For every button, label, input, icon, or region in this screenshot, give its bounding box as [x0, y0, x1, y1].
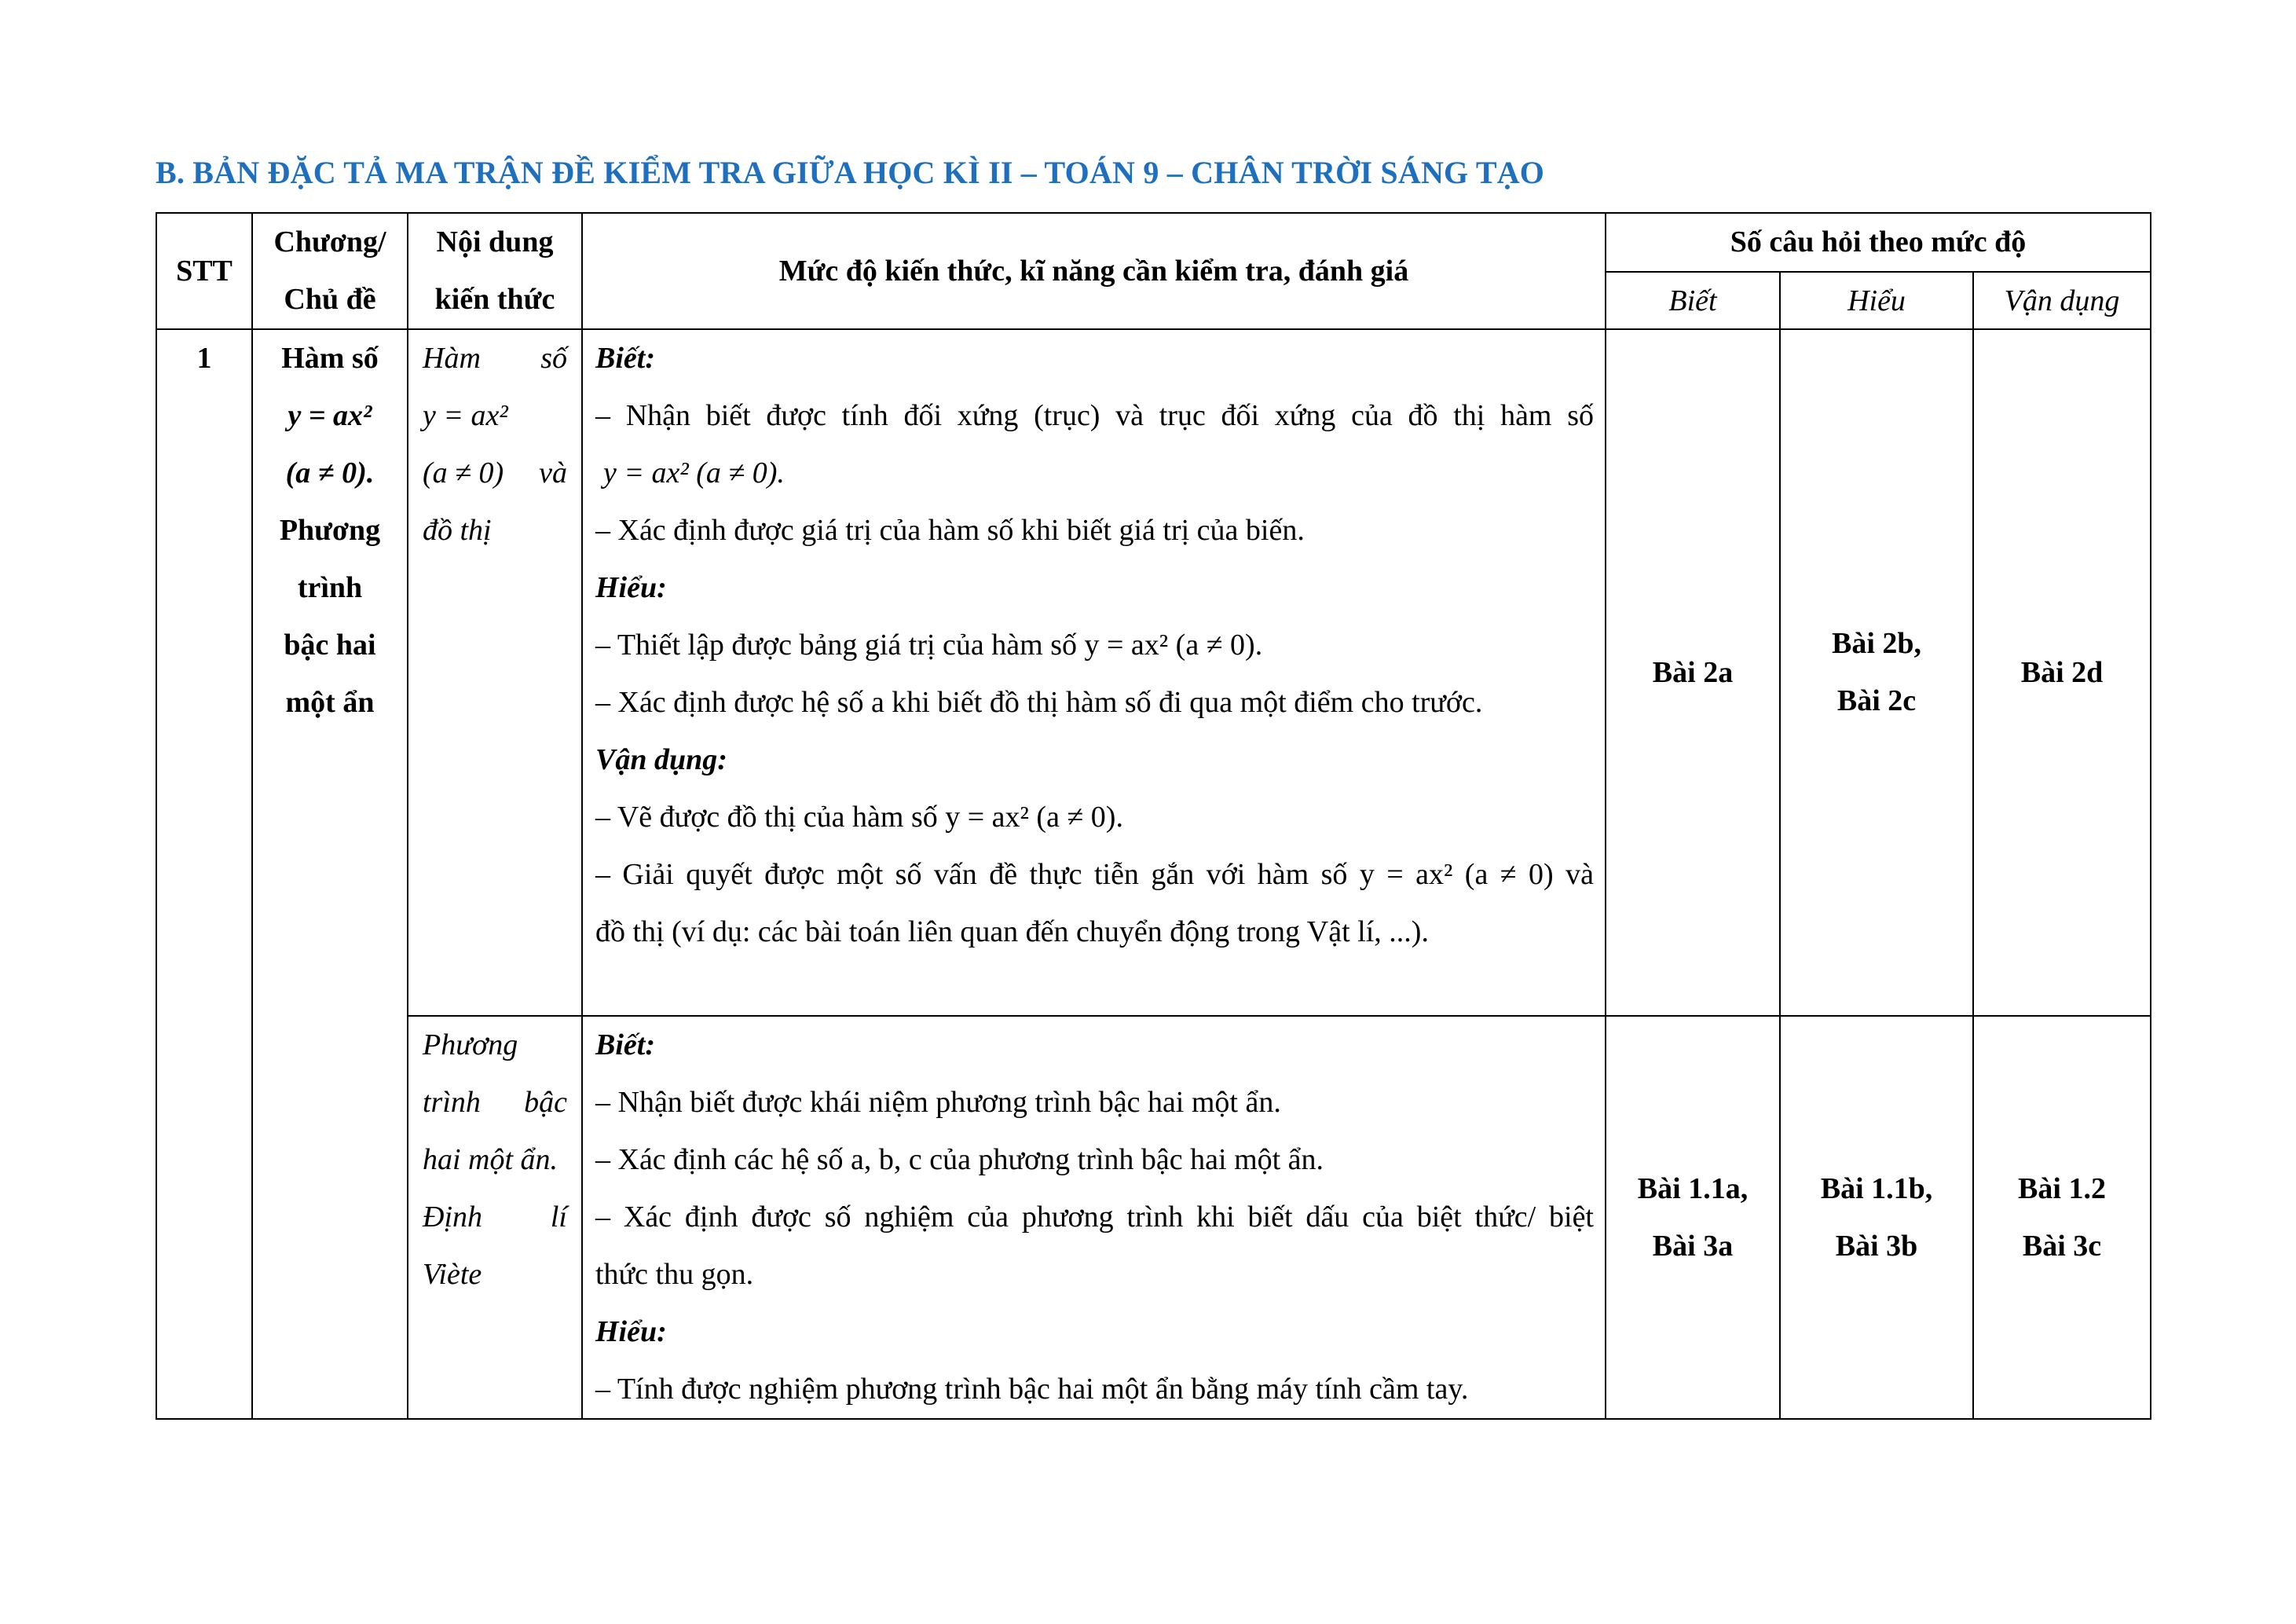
- specification-table: [156, 212, 2151, 1420]
- row-number: 1: [156, 329, 252, 1419]
- criterion-text: – Vẽ được đồ thị của hàm số y = ax² (a ≠ 0).: [595, 801, 1123, 834]
- question-hieu-cell: [1780, 1016, 1973, 1419]
- content-line: [423, 445, 567, 502]
- content-line: [423, 1074, 567, 1131]
- content-word: bậc: [524, 1086, 567, 1119]
- level-label-hieu: Hiểu:: [595, 1315, 667, 1348]
- header-biet: Biết: [1606, 272, 1780, 329]
- topic-line: trình: [297, 571, 363, 604]
- header-chapter-line2: Chủ đề: [284, 283, 376, 316]
- topic-formula: y = ax²: [287, 399, 372, 432]
- topic-condition: (a ≠ 0).: [285, 456, 375, 489]
- content-word: Định: [423, 1201, 482, 1234]
- question-label: Bài 3c: [2022, 1229, 2102, 1263]
- criterion-text: – Thiết lập được bảng giá trị của hàm số y = ax² (a ≠ 0).: [595, 629, 1263, 662]
- topic-line: Phương: [279, 514, 381, 547]
- header-chapter-line1: Chương/: [273, 225, 386, 258]
- table-row: [156, 1016, 2151, 1419]
- knowledge-cell: [582, 1016, 1606, 1419]
- header-question-count: Số câu hỏi theo mức độ: [1606, 213, 2151, 272]
- question-label: Bài 3a: [1652, 1229, 1734, 1263]
- header-content-line1: Nội dung: [436, 225, 554, 258]
- criterion-text: – Xác định các hệ số a, b, c của phương trình bậc hai một ẩn.: [595, 1143, 1324, 1176]
- content-word: và: [539, 456, 567, 489]
- level-label-biet: Biết:: [595, 342, 655, 375]
- question-label: Bài 1.2: [2018, 1171, 2106, 1205]
- content-word: lí: [550, 1201, 567, 1234]
- topic-line: Hàm số: [281, 342, 379, 375]
- header-stt: STT: [156, 213, 252, 329]
- question-label: Bài 1.1a,: [1637, 1171, 1749, 1205]
- content-line: [423, 1189, 567, 1246]
- content-line: [423, 330, 567, 387]
- criterion-text: – Tính được nghiệm phương trình bậc hai một ẩn bằng máy tính cầm tay.: [595, 1373, 1469, 1406]
- header-knowledge-level: Mức độ kiến thức, kĩ năng cần kiểm tra, đánh giá: [582, 213, 1606, 329]
- content-word: Hàm: [423, 342, 481, 375]
- question-label: Bài 3b: [1835, 1229, 1918, 1263]
- criterion-text: – Giải quyết được một số vấn đề thực tiễn gắn với hàm số y = ax² (a ≠ 0) và: [595, 858, 1594, 891]
- content-word: trình: [423, 1086, 481, 1119]
- content-line: Viète: [423, 1258, 482, 1291]
- content-condition: (a ≠ 0): [423, 456, 504, 489]
- topic-line: một ẩn: [285, 686, 375, 719]
- criterion-text: – Xác định được hệ số a khi biết đồ thị hàm số đi qua một điểm cho trước.: [595, 686, 1483, 719]
- knowledge-cell: [582, 329, 1606, 1016]
- content-line: hai một ẩn.: [423, 1143, 558, 1176]
- question-biet-cell: [1606, 329, 1780, 1016]
- criterion-formula: y = ax² (a ≠ 0).: [603, 456, 785, 489]
- level-label-biet: Biết:: [595, 1028, 655, 1061]
- criterion-text: đồ thị (ví dụ: các bài toán liên quan đến chuyển động trong Vật lí, ...).: [595, 915, 1429, 948]
- content-line: đồ thị: [423, 514, 492, 547]
- question-vandung-cell: [1973, 1016, 2151, 1419]
- header-vandung: Vận dụng: [1973, 272, 2151, 329]
- topic-cell: [252, 329, 408, 1419]
- content-formula: y = ax²: [423, 399, 508, 432]
- question-biet-cell: [1606, 1016, 1780, 1419]
- criterion-text: thức thu gọn.: [595, 1258, 754, 1291]
- content-cell: [408, 329, 582, 1016]
- page-title: B. BẢN ĐẶC TẢ MA TRẬN ĐỀ KIỂM TRA GIỮA HỌC KÌ II – TOÁN 9 – CHÂN TRỜI SÁNG TẠO: [156, 155, 1545, 190]
- header-content: [408, 213, 582, 329]
- question-label: Bài 1.1b,: [1820, 1171, 1933, 1205]
- criterion-text: – Xác định được số nghiệm của phương trình khi biết dấu của biệt thức/ biệt: [595, 1201, 1594, 1234]
- criterion-text: – Nhận biết được tính đối xứng (trục) và trục đối xứng của đồ thị hàm số: [595, 399, 1594, 432]
- table-row: [156, 329, 2151, 1016]
- question-label: Bài 2c: [1836, 684, 1917, 717]
- content-cell: [408, 1016, 582, 1419]
- question-vandung-cell: [1973, 329, 2151, 1016]
- content-word: số: [540, 342, 567, 375]
- header-chapter: [252, 213, 408, 329]
- content-line: Phương: [423, 1028, 518, 1061]
- question-label: Bài 2a: [1652, 655, 1734, 689]
- header-hieu: Hiểu: [1780, 272, 1973, 329]
- level-label-vandung: Vận dụng:: [595, 743, 727, 776]
- criterion-text: – Xác định được giá trị của hàm số khi biết giá trị của biến.: [595, 514, 1305, 547]
- criterion-text: – Nhận biết được khái niệm phương trình bậc hai một ẩn.: [595, 1086, 1281, 1119]
- question-label: Bài 2d: [2020, 655, 2104, 689]
- level-label-hieu: Hiểu:: [595, 571, 667, 604]
- header-content-line2: kiến thức: [434, 283, 555, 316]
- question-hieu-cell: [1780, 329, 1973, 1016]
- question-label: Bài 2b,: [1831, 627, 1922, 660]
- topic-line: bậc hai: [284, 629, 376, 662]
- header-row: [156, 213, 2151, 272]
